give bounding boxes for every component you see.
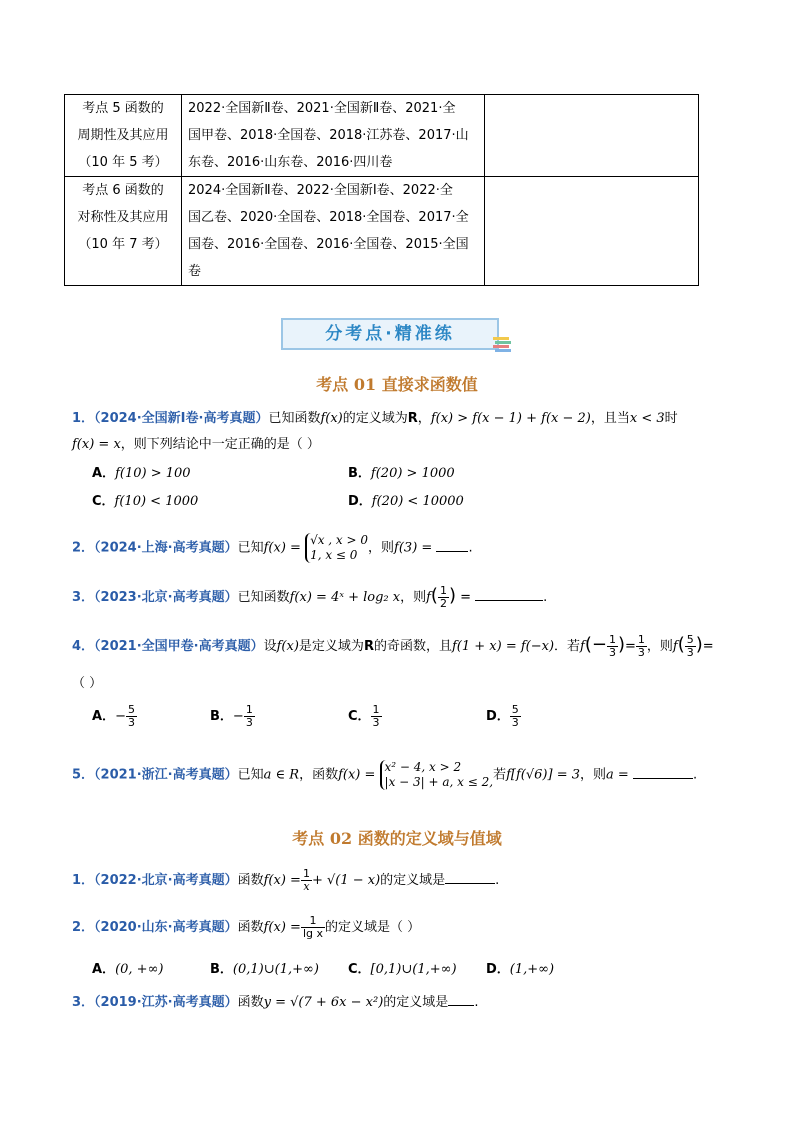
fraction <box>636 634 647 659</box>
question-source: （2019·江苏·高考真题） <box>94 995 238 1010</box>
question-text: 设 <box>263 639 277 654</box>
math-expr: f <box>426 590 431 605</box>
denominator: 3 <box>127 716 135 729</box>
exams-line: 国乙卷、2020·全国卷、2018·全国卷、2017·全 <box>188 210 469 225</box>
question-source: （2021·全国甲卷·高考真题） <box>94 639 264 654</box>
math-expr: x < 3 <box>629 411 665 426</box>
question-text: ，则 <box>646 639 673 654</box>
question-3 <box>72 991 478 1010</box>
question-text: ，且当 <box>590 411 630 426</box>
math-expr: f(x) <box>320 411 343 426</box>
question-4-line-2: （ ） <box>72 676 103 691</box>
option-label: B． <box>210 709 233 724</box>
math-expr: f(x) = <box>263 540 301 556</box>
question-3: 3．（2023·北京·高考真题）已知函数f(x) = 4ˣ + log₂ x，则f( $\frac{1}{2}$ ) = . <box>72 584 548 610</box>
fraction <box>301 915 325 940</box>
numerator: 1 <box>637 633 645 646</box>
exams-line: 国卷、2016·全国卷、2016·全国卷、2015·全国 <box>188 237 469 252</box>
question-text: . <box>495 873 500 888</box>
question-text: 函数 <box>237 873 264 888</box>
topic-line: 对称性及其应用 <box>77 210 169 225</box>
question-text: 已知 <box>237 540 264 556</box>
math-expr: f(x) <box>276 639 299 654</box>
question-2 <box>72 915 420 940</box>
empty-cell <box>485 95 699 177</box>
section-banner: 分考点·精准练 <box>281 318 499 350</box>
exams-cell <box>182 177 485 286</box>
question-text: 的定义域是（ ） <box>324 920 421 935</box>
question-text: . <box>474 995 479 1010</box>
option-a[interactable] <box>92 462 191 481</box>
question-number: 3． <box>72 995 95 1010</box>
question-number: 4． <box>72 639 95 654</box>
exams-line: 卷 <box>188 264 202 279</box>
fraction <box>607 634 618 659</box>
math-expr: f(x) = <box>263 920 301 935</box>
option-label: D． <box>348 494 372 509</box>
fraction <box>685 634 696 659</box>
numerator: 1 <box>301 915 325 928</box>
piecewise-case: x² − 4, x > 2 <box>384 760 462 774</box>
topic-line: 考点 6 函数的 <box>82 183 164 198</box>
numerator: 1 <box>372 703 380 716</box>
question-text: 的定义域是 <box>383 995 449 1010</box>
option-c[interactable] <box>348 704 382 729</box>
option-label: A． <box>92 466 116 481</box>
denominator: 3 <box>608 646 616 659</box>
option-value: (1,+∞) <box>509 962 555 977</box>
math-expr: f(x) = x <box>72 437 121 452</box>
exams-line: 2022·全国新Ⅱ卷、2021·全国新Ⅱ卷、2021·全 <box>188 101 456 116</box>
option-c[interactable] <box>348 958 457 977</box>
question-text: 函数 <box>237 995 264 1010</box>
math-expr: f(x) > f(x − 1) + f(x − 2) <box>430 411 591 426</box>
question-text: = <box>625 639 636 654</box>
option-value: f(20) < 10000 <box>371 494 464 509</box>
option-label: C． <box>92 494 115 509</box>
fraction <box>510 704 521 729</box>
exams-line: 东卷、2016·山东卷、2016·四川卷 <box>188 155 393 170</box>
question-text: 若 <box>493 767 507 783</box>
numerator: 5 <box>511 703 519 716</box>
table-row <box>65 95 699 177</box>
topic-cell <box>65 177 182 286</box>
question-5 <box>72 760 697 790</box>
question-number: 2． <box>72 920 95 935</box>
fraction <box>371 704 382 729</box>
question-source: （2023·北京·高考真题） <box>94 590 238 605</box>
topic-line: （10 年 5 考） <box>78 155 168 170</box>
option-label: A． <box>92 709 116 724</box>
table-row <box>65 177 699 286</box>
math-expr: f(x) = 4ˣ + log₂ x <box>289 590 401 605</box>
piecewise-case: √x , x > 0 <box>310 533 369 547</box>
denominator: 3 <box>511 716 519 729</box>
math-expr: + √(1 − x) <box>311 873 381 888</box>
option-d[interactable] <box>486 704 521 729</box>
numerator: 1 <box>245 703 253 716</box>
topic-line: 考点 5 函数的 <box>82 101 164 116</box>
math-expr: R <box>407 411 418 426</box>
question-text: ，则 <box>368 540 395 556</box>
question-text: 的定义域是 <box>380 873 446 888</box>
numerator: 1 <box>608 633 616 646</box>
question-source: （2022·北京·高考真题） <box>94 873 238 888</box>
option-value: f(10) < 1000 <box>114 494 199 509</box>
topic-table <box>64 94 699 286</box>
option-sign: − <box>232 709 244 724</box>
option-b[interactable] <box>210 958 319 977</box>
question-text: ，则下列结论中一定正确的是（ ） <box>120 437 320 452</box>
topic-cell <box>65 95 182 177</box>
denominator: 3 <box>245 716 253 729</box>
question-text: . <box>543 590 548 605</box>
math-expr: a ∈ R <box>263 767 300 783</box>
question-1 <box>72 868 499 893</box>
option-value: (0,1)∪(1,+∞) <box>232 962 319 977</box>
option-value: f(10) > 100 <box>115 466 191 481</box>
question-1-line-2 <box>72 433 320 452</box>
question-text: ， <box>417 411 431 426</box>
fraction <box>126 704 137 729</box>
math-expr: y = √(7 + 6x − x²) <box>263 995 384 1010</box>
section-title: 考点 01 直接求函数值 <box>316 375 478 394</box>
numerator: 5 <box>127 703 135 716</box>
answer-blank[interactable] <box>436 539 468 552</box>
denominator: 2 <box>439 597 447 610</box>
answer-blank[interactable] <box>475 588 543 601</box>
option-a[interactable] <box>92 704 137 729</box>
fraction <box>438 585 449 610</box>
question-text: ．若 <box>554 639 581 654</box>
question-number: 1． <box>72 411 95 426</box>
option-sign: − <box>115 709 126 724</box>
topic-line: （10 年 7 考） <box>78 237 168 252</box>
math-expr: f[f(√6)] = 3 <box>506 767 580 783</box>
question-text: = <box>702 639 714 654</box>
question-text: ，则 <box>400 590 427 605</box>
question-text: ，函数 <box>299 767 339 783</box>
option-label: C． <box>348 962 371 977</box>
option-label: B． <box>348 466 371 481</box>
denominator: 3 <box>686 646 694 659</box>
option-b[interactable] <box>210 704 255 729</box>
math-expr: f(1 + x) = f(−x) <box>451 639 555 654</box>
question-text: 的奇函数，且 <box>373 639 452 654</box>
answer-blank[interactable] <box>633 766 693 779</box>
question-source: （2024·全国新Ⅰ卷·高考真题） <box>94 411 269 426</box>
answer-blank[interactable] <box>445 871 495 884</box>
question-text: 的定义域为 <box>342 411 408 426</box>
question-text: 是定义域为 <box>298 639 364 654</box>
piecewise-case: 1, x ≤ 0 <box>310 548 358 562</box>
math-expr: f(x) = <box>338 767 376 783</box>
question-number: 2． <box>72 540 95 556</box>
exams-line: 国甲卷、2018·全国卷、2018·江苏卷、2017·山 <box>188 128 469 143</box>
question-number: 3． <box>72 590 95 605</box>
option-label: B． <box>210 962 233 977</box>
answer-blank[interactable] <box>448 993 474 1006</box>
question-text: 已知函数 <box>237 590 290 605</box>
question-text: . <box>468 540 473 556</box>
math-expr: f(3) = <box>394 540 433 556</box>
piecewise-brace <box>380 760 494 790</box>
question-4-line-1: 4．（2021·全国甲卷·高考真题）设f(x)是定义域为R的奇函数，且f(1 + x) = f(−x)．若f(− $\frac{1}{3}$ )= $\frac{1}{3}$ ，则f( $\frac{5}{3}$ )= <box>72 633 714 659</box>
section-title: 考点 02 函数的定义域与值域 <box>292 829 502 848</box>
option-label: D． <box>486 962 510 977</box>
question-text: 时 <box>664 411 678 426</box>
option-value: f(20) > 1000 <box>370 466 455 481</box>
question-text: ，则 <box>580 767 607 783</box>
question-2 <box>72 533 473 563</box>
option-c[interactable] <box>92 490 198 509</box>
option-value: (0, +∞) <box>115 962 164 977</box>
piecewise-case: |x − 3| + a, x ≤ 2, <box>384 775 494 789</box>
option-label: A． <box>92 962 116 977</box>
fraction <box>301 868 312 893</box>
math-expr: f(x) = <box>263 873 301 888</box>
question-text: 已知函数 <box>268 411 321 426</box>
option-b[interactable] <box>348 462 455 481</box>
denominator: 3 <box>637 646 645 659</box>
numerator: 1 <box>302 867 310 880</box>
topic-line: 周期性及其应用 <box>77 128 169 143</box>
numerator: 1 <box>439 584 447 597</box>
question-text: 函数 <box>237 920 264 935</box>
math-expr: R <box>363 639 374 654</box>
exams-line: 2024·全国新Ⅱ卷、2022·全国新Ⅰ卷、2022·全 <box>188 183 453 198</box>
question-source: （2020·山东·高考真题） <box>94 920 238 935</box>
denominator: 3 <box>372 716 380 729</box>
math-expr: a = <box>606 767 629 783</box>
option-d[interactable] <box>486 958 554 977</box>
question-text: = <box>460 590 472 605</box>
question-number: 5． <box>72 767 95 783</box>
exams-cell <box>182 95 485 177</box>
question-1-line-1 <box>72 407 678 426</box>
book-stack-icon <box>491 333 513 353</box>
option-d[interactable] <box>348 490 464 509</box>
piecewise-brace <box>305 533 368 563</box>
math-expr: f <box>580 639 585 654</box>
empty-cell <box>485 177 699 286</box>
question-text: 已知 <box>237 767 264 783</box>
numerator: 5 <box>686 633 694 646</box>
question-source: （2021·浙江·高考真题） <box>94 767 238 783</box>
question-source: （2024·上海·高考真题） <box>94 540 238 556</box>
option-label: C． <box>348 709 371 724</box>
question-number: 1． <box>72 873 95 888</box>
option-label: D． <box>486 709 510 724</box>
option-value: [0,1)∪(1,+∞) <box>370 962 457 977</box>
option-a[interactable] <box>92 958 163 977</box>
denominator: lg x <box>302 927 323 940</box>
denominator: x <box>303 880 310 893</box>
fraction <box>244 704 255 729</box>
question-text: . <box>692 767 698 783</box>
